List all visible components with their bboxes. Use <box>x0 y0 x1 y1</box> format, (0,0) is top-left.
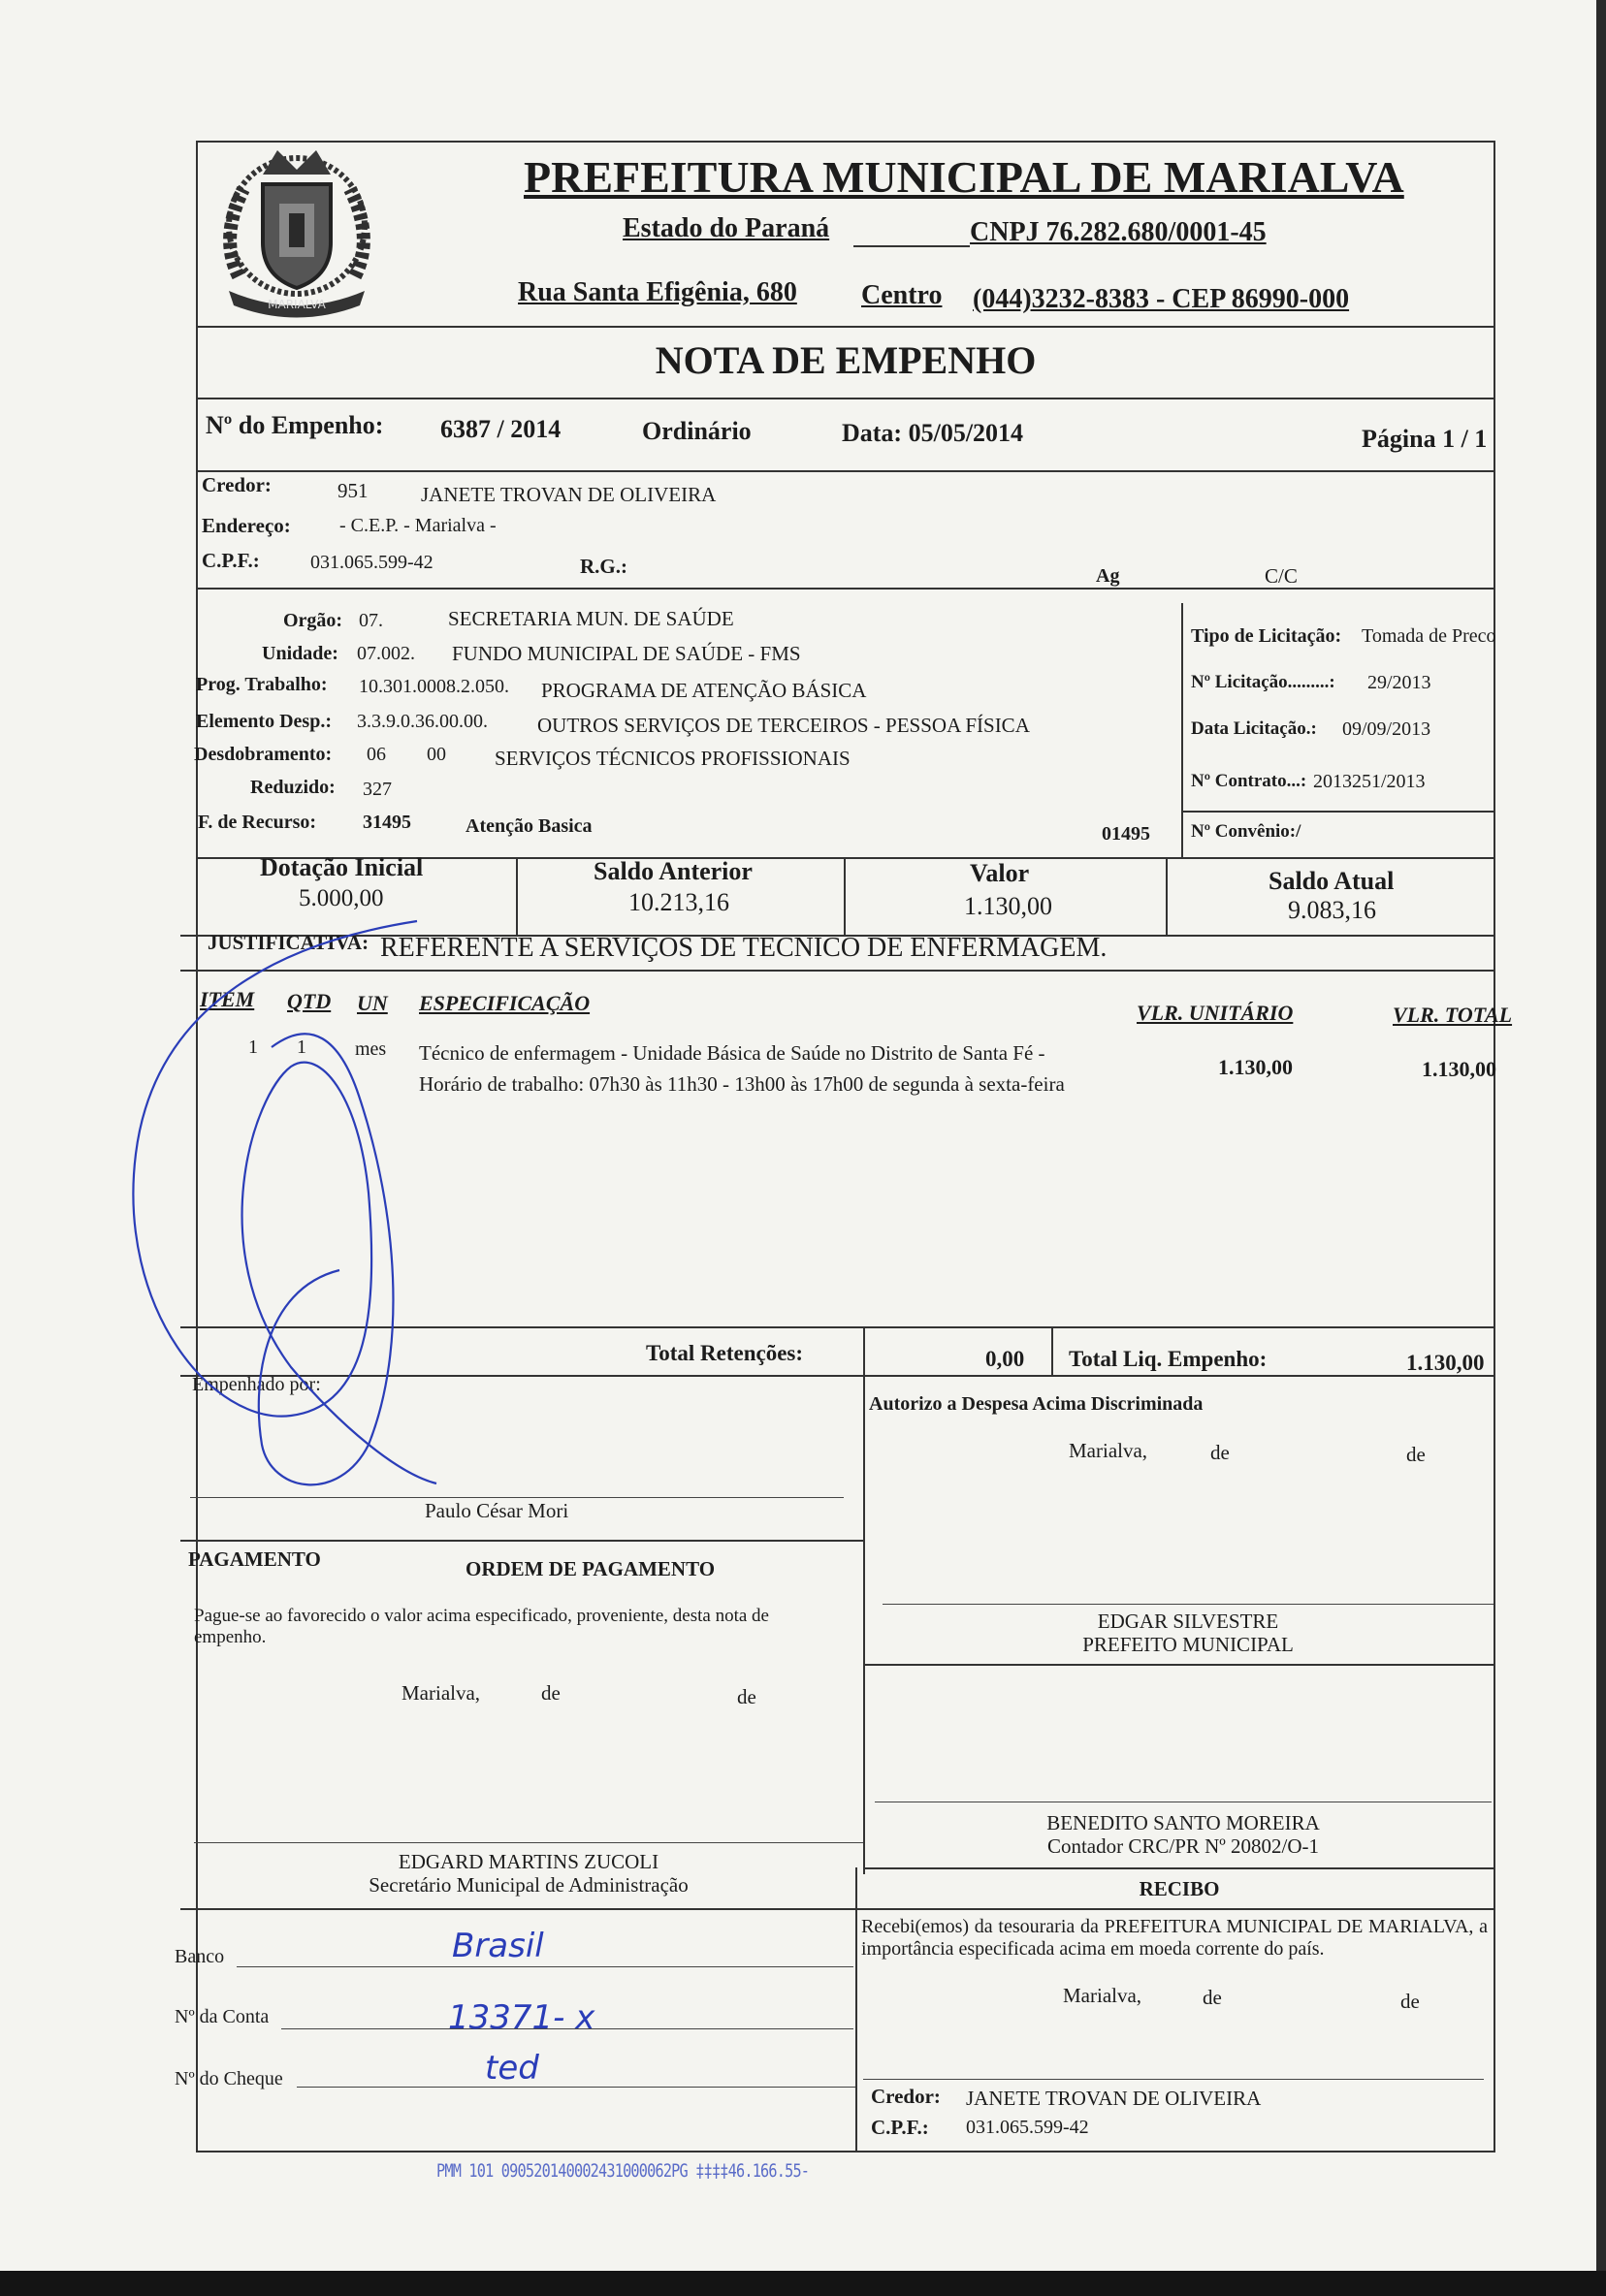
coat-of-arms-icon <box>200 131 394 325</box>
signature-line <box>190 1497 844 1498</box>
item-desc-line2: Horário de trabalho: 07h30 às 11h30 - 13h00 às 17h00 de segunda à sexta-feira <box>419 1072 1065 1096</box>
elemento-label: Elemento Desp.: <box>196 711 332 732</box>
page-indicator: Página 1 / 1 <box>1362 425 1488 453</box>
tipo-licitacao-label: Tipo de Licitação: <box>1191 625 1342 647</box>
valor-label: Valor <box>970 859 1030 887</box>
prefeito-role: PREFEITO MUNICIPAL <box>1082 1633 1294 1656</box>
endereco-value: - C.E.P. - Marialva - <box>339 515 497 536</box>
totals-divider <box>863 1326 865 1540</box>
justificativa-label: JUSTIFICATIVA: <box>208 931 369 954</box>
item-vlr-unitario: 1.130,00 <box>1218 1055 1293 1079</box>
col-vlr-unitario: VLR. UNITÁRIO <box>1137 1001 1294 1025</box>
conta-handwritten: 13371- x <box>448 1998 595 2037</box>
divider <box>863 1867 1495 1869</box>
saldo-anterior-label: Saldo Anterior <box>594 857 753 885</box>
pagamento-text: Pague-se ao favorecido o valor acima especificado, proveniente, desta nota de empenho. <box>194 1606 769 1647</box>
desdobramento-name: SERVIÇOS TÉCNICOS PROFISSIONAIS <box>495 747 851 770</box>
col-un: UN <box>357 991 388 1015</box>
pagamento-de1: de <box>541 1681 561 1705</box>
payment-divider <box>863 1540 865 1874</box>
retencoes-value: 0,00 <box>985 1347 1025 1371</box>
data-licitacao-label: Data Licitação.: <box>1191 718 1317 739</box>
saldos-divider <box>844 857 846 935</box>
cheque-label: Nº do Cheque <box>175 2068 283 2089</box>
cheque-line <box>297 2087 855 2088</box>
secretario-role: Secretário Municipal de Administração <box>369 1873 689 1897</box>
doc-title: NOTA DE EMPENHO <box>655 338 1037 382</box>
numero-licitacao-label: Nº Licitação.........: <box>1191 672 1335 692</box>
convenio-label: Nº Convênio:/ <box>1191 821 1301 842</box>
divider <box>196 470 1495 472</box>
liq-empenho-label: Total Liq. Empenho: <box>1069 1347 1268 1371</box>
pagamento-city: Marialva, <box>402 1681 481 1705</box>
signature-line <box>883 1604 1494 1605</box>
endereco-label: Endereço: <box>202 514 291 537</box>
district: Centro <box>861 280 943 310</box>
contador-role: Contador CRC/PR Nº 20802/O-1 <box>1046 1834 1320 1858</box>
conta-label: Nº da Conta <box>175 2006 270 2027</box>
divider <box>180 1540 863 1542</box>
banco-label: Banco <box>175 1946 225 1967</box>
svg-text:MARIALVA: MARIALVA <box>268 298 326 311</box>
licitacao-divider <box>1181 603 1183 857</box>
autorizo-label: Autorizo a Despesa Acima Discriminada <box>869 1393 1204 1415</box>
empenho-label: Nº do Empenho: <box>206 411 384 439</box>
divider <box>863 1664 1495 1666</box>
saldo-anterior-value: 10.213,16 <box>628 888 729 916</box>
phone-cep: (044)3232-8383 - CEP 86990-000 <box>973 284 1350 314</box>
prog-trabalho-code: 10.301.0008.2.050. <box>359 676 509 697</box>
street-address: Rua Santa Efigênia, 680 <box>518 277 797 307</box>
recibo-divider <box>855 1867 857 2152</box>
ag-label: Ag <box>1096 565 1120 587</box>
prog-trabalho-label: Prog. Trabalho: <box>196 674 328 695</box>
recibo-cpf-value: 031.065.599-42 <box>966 2117 1089 2138</box>
recurso-extra: 01495 <box>1102 823 1150 845</box>
recibo-city: Marialva, <box>1063 1984 1142 2007</box>
municipality-title: PREFEITURA MUNICIPAL DE MARIALVA <box>524 152 1404 202</box>
prog-trabalho-name: PROGRAMA DE ATENÇÃO BÁSICA <box>541 679 867 702</box>
empenhado-signer: Paulo César Mori <box>425 1499 569 1522</box>
retencoes-label: Total Retenções: <box>646 1341 804 1365</box>
liq-empenho-value: 1.130,00 <box>1406 1351 1485 1375</box>
banco-line <box>237 1966 853 1967</box>
recurso-name: Atenção Basica <box>466 815 593 837</box>
totals-divider <box>1051 1326 1053 1375</box>
cpf-label: C.P.F.: <box>202 549 260 572</box>
signature-line <box>863 2079 1484 2080</box>
divider <box>855 1908 1495 1910</box>
dotacao-label: Dotação Inicial <box>260 853 424 881</box>
cpf-value: 031.065.599-42 <box>310 552 434 573</box>
ordem-pagamento-label: ORDEM DE PAGAMENTO <box>466 1557 716 1580</box>
reduzido-value: 327 <box>363 779 392 800</box>
recibo-de2: de <box>1400 1990 1420 2013</box>
rg-label: R.G.: <box>580 555 627 578</box>
saldo-atual-value: 9.083,16 <box>1288 896 1376 924</box>
tipo-licitacao-value: Tomada de Preco <box>1362 625 1496 647</box>
desdobramento-label: Desdobramento: <box>194 744 333 765</box>
empenho-number: 6387 / 2014 <box>440 415 562 443</box>
item-vlr-total: 1.130,00 <box>1422 1057 1496 1081</box>
divider <box>180 1908 863 1910</box>
justificativa-text: REFERENTE A SERVIÇOS DE TECNICO DE ENFERMAGEM. <box>380 933 1108 963</box>
recibo-text: Recebi(emos) da tesouraria da PREFEITURA MUNICIPAL DE MARIALVA, a importância especificada acima em moeda corrente do país. <box>861 1916 1488 1960</box>
elemento-code: 3.3.9.0.36.00.00. <box>357 711 488 732</box>
orgao-name: SECRETARIA MUN. DE SAÚDE <box>448 607 734 630</box>
desdobramento-a: 06 <box>367 744 386 765</box>
col-vlr-total: VLR. TOTAL <box>1393 1003 1513 1027</box>
autorizo-de1: de <box>1210 1441 1230 1464</box>
orgao-label: Orgão: <box>283 610 343 631</box>
elemento-name: OUTROS SERVIÇOS DE TERCEIROS - PESSOA FÍSICA <box>537 714 1030 737</box>
item-number: 1 <box>248 1036 258 1058</box>
pagamento-label: PAGAMENTO <box>188 1547 321 1571</box>
col-item: ITEM <box>200 987 255 1011</box>
state-name: Estado do Paraná <box>623 213 830 243</box>
item-desc-line1: Técnico de enfermagem - Unidade Básica de Saúde no Distrito de Santa Fé - <box>419 1041 1045 1065</box>
divider <box>196 398 1495 399</box>
autorizo-de2: de <box>1406 1443 1426 1466</box>
divider <box>196 326 1495 328</box>
recurso-label: F. de Recurso: <box>198 812 317 833</box>
saldo-atual-label: Saldo Atual <box>1269 867 1395 895</box>
recibo-cpf-label: C.P.F.: <box>871 2116 929 2139</box>
desdobramento-b: 00 <box>427 744 446 765</box>
scan-edge-right <box>1596 0 1606 2296</box>
numero-licitacao-value: 29/2013 <box>1367 672 1431 693</box>
data-licitacao-value: 09/09/2013 <box>1342 718 1431 740</box>
empenho-type: Ordinário <box>642 417 752 445</box>
dotacao-value: 5.000,00 <box>299 885 384 911</box>
banco-handwritten: Brasil <box>452 1927 544 1965</box>
col-especificacao: ESPECIFICAÇÃO <box>419 991 591 1015</box>
credor-name: JANETE TROVAN DE OLIVEIRA <box>421 483 717 506</box>
unidade-code: 07.002. <box>357 643 415 664</box>
valor-value: 1.130,00 <box>964 892 1052 920</box>
cheque-handwritten: ted <box>485 2049 539 2088</box>
empenho-date: Data: 05/05/2014 <box>842 419 1024 447</box>
bank-stamp: PMM 101 090520140002431000062PG ‡‡‡‡46.166.55- <box>436 2160 810 2182</box>
empenhado-label: Empenhado por: <box>192 1374 321 1395</box>
contrato-value: 2013251/2013 <box>1313 771 1426 792</box>
divider <box>180 1326 1495 1328</box>
state-underline-extension <box>853 245 970 247</box>
cnpj: CNPJ 76.282.680/0001-45 <box>970 217 1267 247</box>
recibo-de1: de <box>1203 1986 1222 2009</box>
recibo-credor-name: JANETE TROVAN DE OLIVEIRA <box>966 2087 1262 2110</box>
orgao-code: 07. <box>359 610 383 631</box>
prefeito-name: EDGAR SILVESTRE <box>1097 1610 1279 1633</box>
pagamento-de2: de <box>737 1685 756 1708</box>
item-un: mes <box>355 1038 387 1060</box>
scan-edge-bottom <box>0 2271 1606 2296</box>
recibo-credor-label: Credor: <box>871 2085 941 2108</box>
signature-line <box>194 1842 863 1843</box>
recurso-code: 31495 <box>363 812 411 833</box>
item-qtd: 1 <box>297 1036 306 1058</box>
recibo-title: RECIBO <box>1139 1877 1220 1900</box>
saldos-divider <box>1166 857 1168 935</box>
col-qtd: QTD <box>287 989 332 1013</box>
reduzido-label: Reduzido: <box>250 777 336 798</box>
credor-code: 951 <box>337 479 369 502</box>
divider <box>196 588 1495 590</box>
saldos-divider <box>516 857 518 935</box>
divider <box>180 970 1495 972</box>
divider <box>1181 811 1495 813</box>
divider <box>180 1375 1495 1377</box>
autorizo-city: Marialva, <box>1069 1439 1148 1462</box>
cc-label: C/C <box>1265 564 1298 588</box>
contador-name: BENEDITO SANTO MOREIRA <box>1046 1811 1320 1834</box>
credor-label: Credor: <box>202 473 272 496</box>
secretario-name: EDGARD MARTINS ZUCOLI <box>398 1850 659 1873</box>
unidade-label: Unidade: <box>262 643 338 664</box>
unidade-name: FUNDO MUNICIPAL DE SAÚDE - FMS <box>452 642 801 665</box>
contrato-label: Nº Contrato...: <box>1191 771 1307 791</box>
